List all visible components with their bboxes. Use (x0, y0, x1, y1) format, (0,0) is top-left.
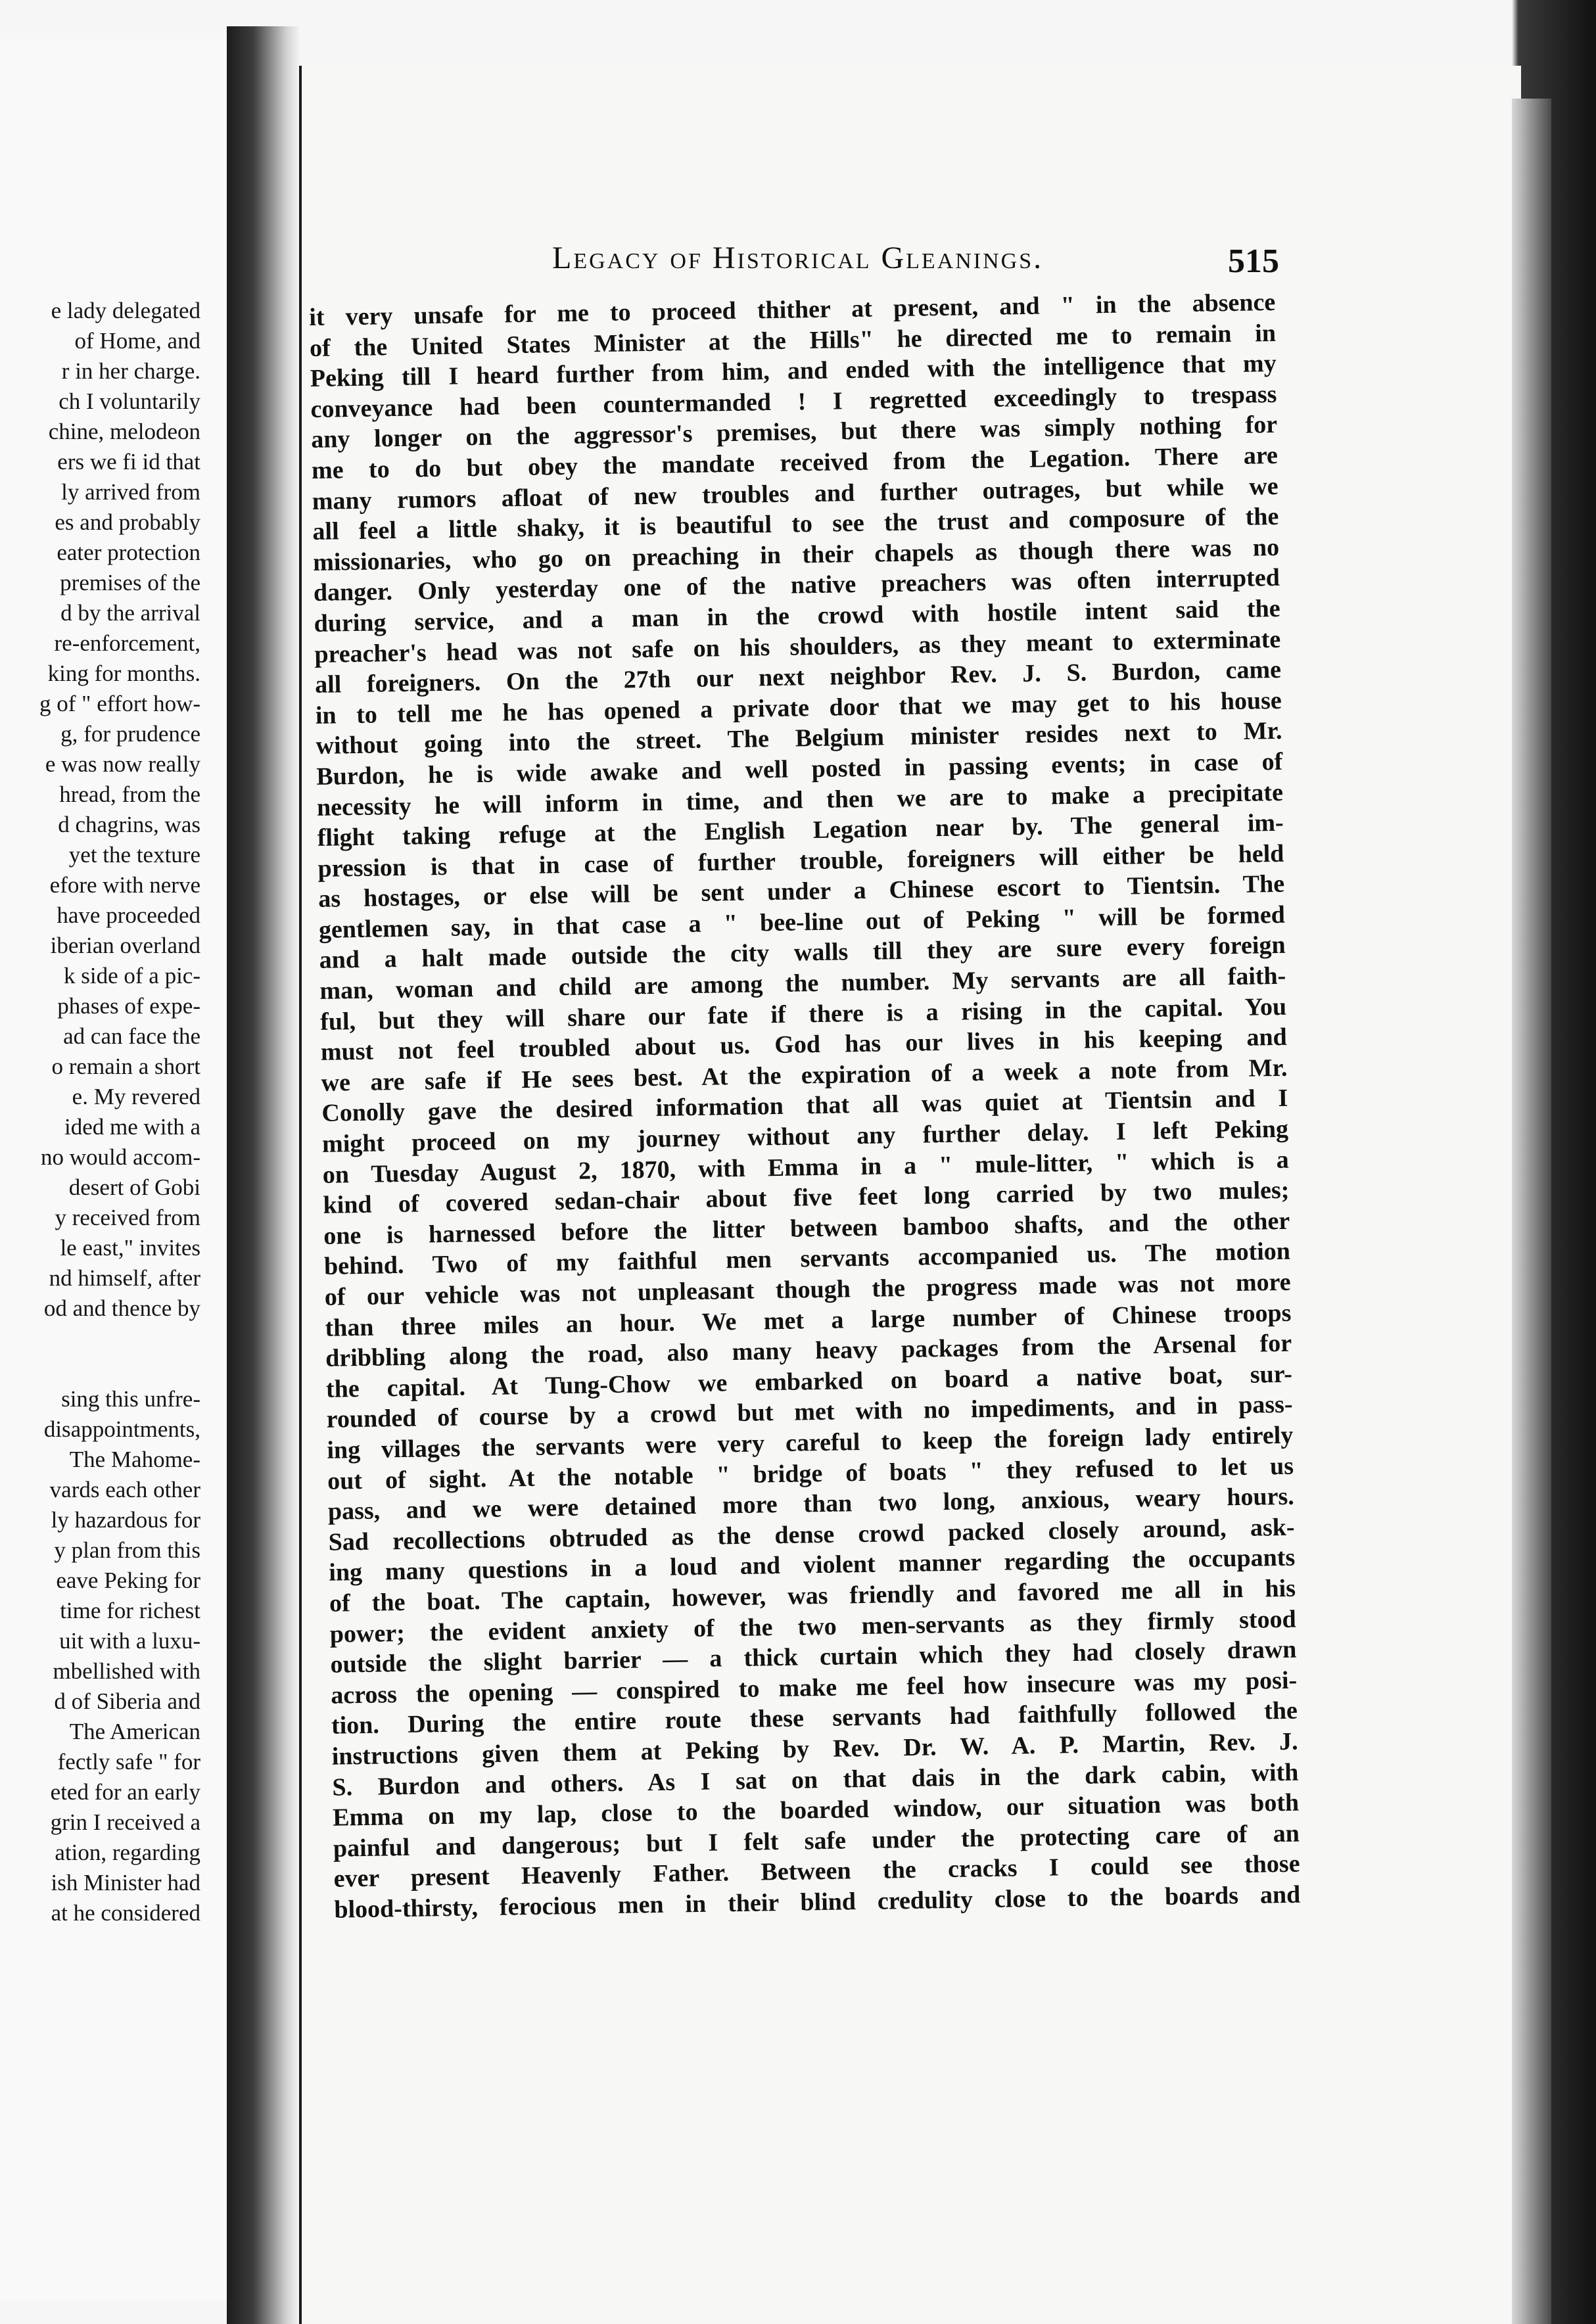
body-line: all foreigners. On the 27th our next neighbor Rev. J. S. Burdon, came (314, 655, 1282, 699)
body-line: of the boat. The captain, however, was friendly and favored me all in his (329, 1574, 1296, 1617)
left-page-text (0, 296, 200, 1928)
left-page-line: hread, from the (59, 781, 200, 807)
running-head: Legacy of Historical Gleanings. (552, 241, 1044, 275)
left-page-line: d chagrins, was (58, 812, 200, 837)
body-line: and a halt made outside the city walls till they are sure every foreign (319, 931, 1286, 975)
left-page-line: fectly safe " for (57, 1749, 200, 1775)
left-page-line: vards each other (49, 1477, 200, 1502)
body-line: the capital. At Tung-Chow we embarked on board a native boat, sur- (325, 1360, 1293, 1403)
body-line: behind. Two of my faithful men servants accompanied us. The motion (323, 1238, 1291, 1281)
left-page-line: disappointments, (43, 1416, 200, 1442)
body-line: as hostages, or else will be sent under a Chinese escort to Tientsin. The (317, 870, 1285, 914)
left-page-line: time for richest (60, 1598, 200, 1623)
body-line: Sad recollections obtruded as the dense crowd packed closely around, ask- (328, 1513, 1295, 1556)
left-page-line: at he considered (51, 1900, 200, 1926)
left-page-line: d of Siberia and (54, 1688, 200, 1714)
body-line: out of sight. At the notable " bridge of boats " they refused to let us (327, 1452, 1294, 1495)
left-page-line: The Mahome- (69, 1447, 200, 1472)
body-line: me to do but obey the mandate received from the Legation. There are (311, 441, 1279, 484)
left-page-line: es and probably (55, 509, 200, 535)
left-page-line: nd himself, after (49, 1265, 200, 1291)
body-line: Emma on my lap, close to the boarded window, our situation was both (332, 1788, 1300, 1832)
body-line: pression is that in case of further trouble, foreigners will either be held (317, 839, 1284, 883)
body-line: blood-thirsty, ferocious men in their blind credulity close to the boards and (334, 1880, 1301, 1924)
body-line: instructions given them at Peking by Rev. Dr. W. A. P. Martin, Rev. J. (331, 1727, 1298, 1771)
body-line: missionaries, who go on preaching in their chapels as though there was no (312, 533, 1280, 576)
body-line: of the United States Minister at the Hills" he directed me to remain in (309, 319, 1277, 362)
left-page-line: sing this unfre- (61, 1386, 200, 1412)
left-page-line: le east," invites (60, 1235, 200, 1261)
body-line: Burdon, he is wide awake and well posted in passing events; in case of (316, 747, 1283, 791)
left-page-line: have proceeded (57, 902, 200, 928)
left-page-line: eted for an early (50, 1779, 200, 1805)
left-page-line: y received from (55, 1205, 200, 1230)
page-edge-shadow (1512, 99, 1551, 2324)
body-line: without going into the street. The Belgium minister resides next to Mr. (316, 717, 1282, 760)
left-page-line: desert of Gobi (68, 1174, 200, 1200)
left-page-line: of Home, and (74, 328, 200, 354)
body-line: on Tuesday August 2, 1870, with Emma in a " mule-litter, " which is a (322, 1146, 1290, 1189)
left-page-line: The American (69, 1719, 200, 1744)
left-page-line: ly hazardous for (51, 1507, 200, 1533)
body-line: rounded of course by a crowd but met with no impediments, and in pass- (326, 1391, 1293, 1434)
left-page-line: ided me with a (64, 1114, 200, 1140)
body-line: ing villages the servants were very careful to keep the foreign lady entirely (327, 1421, 1294, 1464)
left-page-line: ish Minister had (51, 1870, 200, 1895)
left-page-line: od and thence by (43, 1295, 200, 1321)
body-line: than three miles an hour. We met a large number of Chinese troops (325, 1299, 1292, 1342)
body-line: man, woman and child are among the number. My servants are all faith- (319, 962, 1286, 1005)
left-page-line: yet the texture (68, 842, 200, 868)
body-line: outside the slight barrier — a thick curtain which they had closely drawn (330, 1635, 1297, 1679)
body-line: of our vehicle was not unpleasant though the progress made was not more (324, 1268, 1291, 1311)
body-line: dribbling along the road, also many heavy packages from the Arsenal for (325, 1329, 1292, 1372)
body-line: pass, and we were detained more than two long, anxious, weary hours. (327, 1482, 1295, 1525)
left-page-line: chine, melodeon (48, 419, 200, 444)
body-line: ever present Heavenly Father. Between the cracks I could see those (333, 1849, 1300, 1893)
body-line: across the opening — conspired to make me feel how insecure was my posi- (330, 1666, 1298, 1709)
body-line: conveyance had been countermanded ! I regretted exceedingly to trespass (310, 380, 1277, 423)
left-page-line: ch I voluntarily (59, 388, 200, 414)
body-line: one is harnessed before the litter between bamboo shafts, and the other (323, 1207, 1290, 1250)
left-page-line: grin I received a (50, 1809, 200, 1835)
left-page-line: eater protection (57, 540, 200, 565)
left-page-line: y plan from this (54, 1537, 200, 1563)
body-line: might proceed on my journey without any further delay. I left Peking (321, 1115, 1289, 1158)
left-page-line: g, for prudence (60, 721, 200, 747)
left-page-line: r in her charge. (61, 358, 200, 384)
left-page-line: no would accom- (41, 1144, 200, 1170)
body-line: we are safe if He sees best. At the expiration of a week a note from Mr. (321, 1054, 1288, 1097)
left-page-line: uit with a luxu- (59, 1628, 200, 1654)
left-page-line: mbellished with (53, 1658, 200, 1684)
body-line: painful and dangerous; but I felt safe under the protecting care of an (333, 1819, 1300, 1863)
body-line: preacher's head was not safe on his shoulders, as they meant to exterminate (314, 625, 1281, 668)
left-page-line: e. My revered (72, 1084, 200, 1109)
body-line: Conolly gave the desired information that all was quiet at Tientsin and I (321, 1084, 1288, 1128)
body-line: gentlemen say, in that case a " bee-line out of Peking " will be formed (318, 900, 1286, 944)
body-line: flight taking refuge at the English Legation near by. The general im- (317, 808, 1284, 852)
body-line: S. Burdon and others. As I sat on that dais in the dark cabin, with (332, 1758, 1299, 1801)
left-page (0, 39, 236, 2300)
body-line: it very unsafe for me to proceed thither at present, and " in the absence (309, 288, 1276, 331)
left-page-line: ly arrived from (61, 479, 200, 505)
body-line: during service, and a man in the crowd with hostile intent said the (314, 594, 1280, 638)
left-page-line: e lady delegated (51, 298, 200, 323)
left-page-line: ers we fi id that (57, 449, 200, 475)
left-page-line: iberian overland (50, 933, 200, 958)
body-line: power; the evident anxiety of the two men-servants as they firmly stood (329, 1605, 1296, 1648)
book-gutter (227, 26, 299, 2324)
left-page-line: re-enforcement, (54, 630, 200, 656)
left-page-line: ation, regarding (55, 1840, 200, 1865)
left-page-line: k side of a pic- (64, 963, 200, 988)
body-line: tion. During the entire route these servants had faithfully followed the (331, 1696, 1298, 1740)
left-page-line: ad can face the (63, 1023, 200, 1049)
left-page-line: e was now really (45, 751, 200, 777)
body-line: ing many questions in a loud and violent manner regarding the occupants (329, 1544, 1296, 1587)
body-line: must not feel troubled about us. God has our lives in his keeping and (320, 1023, 1288, 1067)
left-page-line: efore with nerve (49, 872, 200, 898)
body-line: ful, but they will share our fate if there is a rising in the capital. You (319, 992, 1287, 1036)
body-line: any longer on the aggressor's premises, but there was simply nothing for (310, 411, 1278, 454)
left-page-line: phases of expe- (57, 993, 200, 1019)
body-line: necessity he will inform in time, and then we are to make a precipitate (316, 778, 1284, 822)
left-page-line: d by the arrival (60, 600, 200, 626)
body-line: in to tell me he has opened a private door that we may get to his house (315, 686, 1282, 730)
left-page-line: o remain a short (51, 1054, 200, 1079)
body-line: many rumors afloat of new troubles and further outrages, but while we (312, 472, 1279, 515)
body-text (309, 287, 1301, 1925)
body-line: Peking till I heard further from him, and ended with the intelligence that my (310, 350, 1277, 393)
left-page-line: g of " effort how- (39, 691, 200, 716)
left-page-line: premises of the (60, 570, 200, 595)
left-page-line: king for months. (47, 661, 200, 686)
body-line: danger. Only yesterday one of the native preachers was often interrupted (313, 564, 1280, 607)
page-number: 515 (1228, 243, 1279, 280)
body-line: kind of covered sedan-chair about five feet long carried by two mules; (323, 1176, 1290, 1220)
left-page-gap (0, 1324, 200, 1384)
left-page-line: eave Peking for (56, 1568, 200, 1593)
body-line: all feel a little shaky, it is beautiful to see the trust and composure of the (312, 503, 1279, 546)
